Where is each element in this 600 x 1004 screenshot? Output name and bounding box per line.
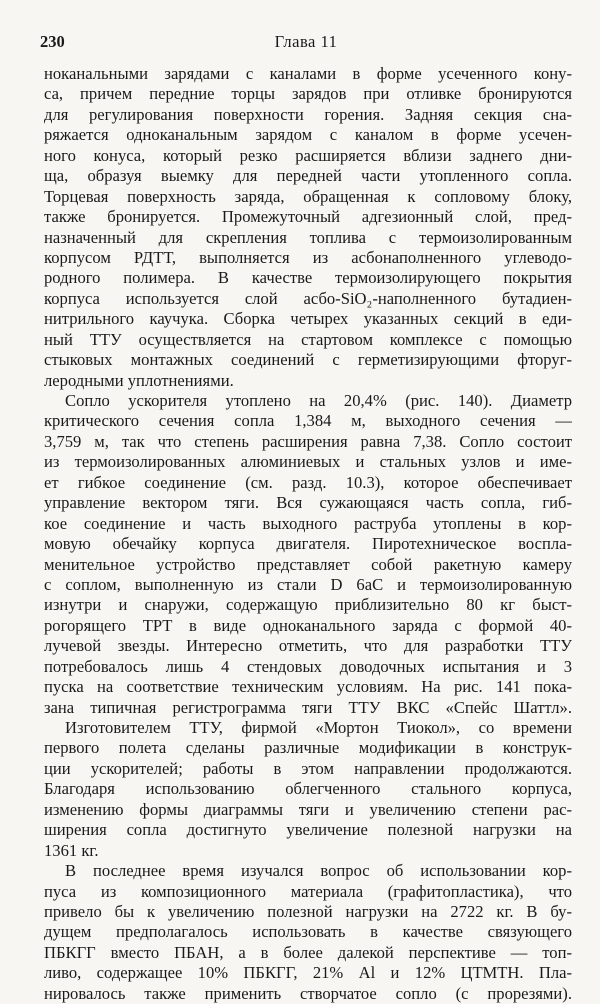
text-line: привело бы к увеличению полезной нагрузки на 2722 кг. В бу- — [44, 901, 572, 921]
text-line: ноканальными зарядами с каналами в форме усеченного кону- — [44, 64, 572, 83]
text-line: леродными уплотнениями. — [44, 370, 234, 390]
text-line: корпусом РДТТ, выполняется из асбонаполненного углеводо- — [44, 247, 572, 267]
text-line: с соплом, выполненную из стали D 6аС и термоизолированную — [44, 574, 572, 594]
text-line: для регулирования поверхности горения. Задняя секция сна- — [44, 104, 572, 124]
text-line: кое соединение и часть выходного раструба утоплены в кор- — [44, 513, 572, 533]
text-line: потребовалось лишь 4 стендовых доводочных испытания и 3 — [44, 656, 572, 676]
paragraph — [44, 64, 572, 391]
text-line: ширения сопла достигнуто увеличение полезной нагрузки на — [44, 820, 572, 840]
text-line: зана типичная регистрограмма тяги ТТУ ВКС «Спейс Шаттл». — [44, 697, 572, 717]
text-line: менительное устройство представляет собой ракетную камеру — [44, 554, 572, 574]
text-line: ный ТТУ осуществляется на стартовом комплексе с помощью — [44, 329, 572, 349]
page-header — [40, 32, 572, 54]
text-line: изнутри и снаружи, содержащую приблизительно 80 кг быст- — [44, 595, 572, 615]
text-line: ПБКГГ вместо ПБАН, а в более далекой перспективе — топ- — [44, 942, 572, 962]
text-line: ща, образуя выемку для передней части утопленного сопла. — [44, 166, 572, 186]
text-line: Изготовителем ТТУ, фирмой «Мортон Тиокол», со времени — [65, 718, 572, 737]
paragraph — [44, 718, 572, 861]
text-line: пуска на соответствие техническим условиям. На рис. 141 пока- — [44, 677, 572, 697]
text-line: 3,759 м, так что степень расширения равна 7,38. Сопло состоит — [44, 431, 572, 451]
text-line: Торцевая поверхность заряда, обращенная к сопловому блоку, — [44, 186, 572, 206]
chapter-title: Глава 11 — [274, 32, 338, 51]
text-line: рогорящего ТРТ в виде одноканального заряда с формой 40- — [44, 615, 572, 635]
text-line: из термоизолированных алюминиевых и стальных узлов и име- — [44, 452, 572, 472]
text-line: изменению формы диаграммы тяги и увеличению степени рас- — [44, 799, 572, 819]
text-line: ции ускорителей; работы в этом направлении продолжаются. — [44, 758, 572, 778]
text-line: корпуса используется слой асбо-SiO₂-наполненного бутадиен- — [44, 288, 572, 308]
text-line: критического сечения сопла 1,384 м, выходного сечения — — [44, 411, 572, 431]
text-line: нитрильного каучука. Сборка четырех указанных секций в еди- — [44, 309, 572, 329]
page-number: 230 — [40, 32, 65, 51]
text-line: стыковых монтажных соединений с герметизирующими фторуг- — [44, 350, 572, 370]
text-line: са, причем передние торцы зарядов при отливке бронируются — [44, 84, 572, 104]
text-line: Сопло ускорителя утоплено на 20,4% (рис. 140). Диаметр — [65, 391, 572, 410]
text-line: 1361 кг. — [44, 840, 99, 860]
text-line: родного полимера. В качестве термоизолирующего покрытия — [44, 268, 572, 288]
text-line: ряжается одноканальным зарядом с каналом в форме усечен- — [44, 125, 572, 145]
paragraph — [44, 861, 572, 1004]
text-line: В последнее время изучался вопрос об использовании кор- — [65, 861, 572, 881]
text-line: также бронируется. Промежуточный адгезионный слой, пред- — [44, 207, 572, 227]
text-line: лучевой звезды. Интересно отметить, что для разработки ТТУ — [44, 636, 572, 656]
text-line: Благодаря использованию облегченного стального корпуса, — [44, 779, 572, 799]
text-line: пуса из композиционного материала (графитопластика), что — [44, 881, 572, 901]
paragraph — [44, 391, 572, 718]
text-line: управление вектором тяги. Вся сужающаяся часть сопла, гиб- — [44, 493, 572, 513]
text-line: нировалось также применить створчатое сопло (с прорезями). — [44, 983, 572, 1003]
text-line: ного конуса, который резко расширяется вблизи заднего дни- — [44, 145, 572, 165]
text-line: первого полета сделаны различные модификации в конструк- — [44, 738, 572, 758]
text-line: дущем предполагалось использовать в качестве связующего — [44, 922, 572, 942]
text-line: мовую обечайку корпуса двигателя. Пиротехническое воспла- — [44, 534, 572, 554]
text-line: ет гибкое соединение (см. разд. 10.3), которое обеспечивает — [44, 472, 572, 492]
text-line: назначенный для скрепления топлива с термоизолированным — [44, 227, 572, 247]
body-text — [44, 64, 572, 1004]
text-line: ливо, содержащее 10% ПБКГГ, 21% Al и 12% ЦТМТН. Пла- — [44, 963, 572, 983]
